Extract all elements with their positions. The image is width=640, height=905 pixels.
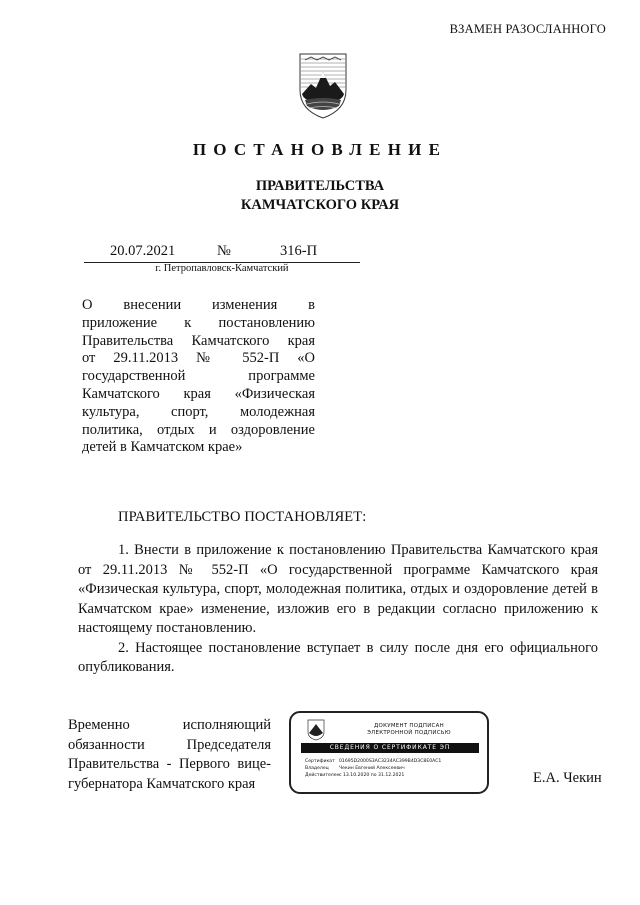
signer-name: Е.А. Чекин [533,770,602,786]
stamp-title-line: ДОКУМЕНТ ПОДПИСАН [374,723,444,729]
position-line: обязанности Председателя [68,736,271,753]
stamp-row-label: Сертификат [305,759,335,764]
issuing-authority [0,177,640,215]
subject-line: приложение к постановлению [82,314,315,331]
stamp-owner-row [305,766,405,772]
document-type-title: ПОСТАНОВЛЕНИЕ [192,140,448,159]
registration-line [84,243,360,263]
document-number: 316-П [280,243,318,259]
body-paragraph-2: 2. Настоящее постановление вступает в силу после дня его официального опубликования. [78,639,598,675]
subject-line: Камчатского края «Физическая [82,385,315,402]
stamp-row-value: с 13.10.2020 по 31.12.2021 [339,773,405,778]
kamchatka-emblem-icon [297,50,349,120]
document-status-mark: ВЗАМЕН РАЗОСЛАННОГО [449,22,606,36]
stamp-row-value: 01695D2000S3AC3234AC399B4D3C8E0AC1 [339,759,442,764]
stamp-title-line: ЭЛЕКТРОННОЙ ПОДПИСЬЮ [367,730,451,736]
body-paragraph-1: 1. Внести в приложение к постановлению Правительства Камчатского края от 29.11.2013 № 552-П «О государственной программе Камчатского края «Физическая культура, спорт, молодежная политика, отдых и оздоровление детей в Камчатском крае» изменение, изложив его в редакции согласно приложению к настоящему постановлению. [78,542,598,636]
document-date: 20.07.2021 [110,243,176,259]
stamp-title [339,723,479,737]
subject-line: политика, отдых и оздоровление [82,421,315,438]
stamp-row-value: Чекин Евгений Алексеевич [339,766,405,771]
stamp-validity-row [305,773,404,779]
subject-line: детей в Камчатском крае» [82,439,243,456]
position-line: губернатора Камчатского края [68,775,256,792]
electronic-signature-stamp [289,711,489,794]
stamp-certificate-header: СВЕДЕНИЯ О СЕРТИФИКАТЕ ЭП [301,743,479,753]
issuer-line: КАМЧАТСКОГО КРАЯ [240,197,400,213]
signatory-position [68,716,271,794]
subject-line: государственной программе [82,368,315,385]
position-line: Временно исполняющий [68,717,271,733]
issuer-line: ПРАВИТЕЛЬСТВА [255,178,385,194]
stamp-row-label: Владелец [305,766,329,771]
decree-phrase: ПРАВИТЕЛЬСТВО ПОСТАНОВЛЯЕТ: [118,509,367,525]
subject-line: культура, спорт, молодежная [82,403,315,420]
issue-place: г. Петропавловск-Камчатский [155,263,289,274]
position-line: Правительства - Первого вице- [68,756,271,772]
document-subject [82,297,315,457]
document-body [78,541,598,678]
subject-line: от 29.11.2013 № 552-П «О [82,350,315,367]
stamp-emblem-icon [307,719,325,741]
stamp-certificate-row [305,759,441,765]
document-number-label: № [217,243,231,259]
subject-line: О внесении изменения в [82,297,315,313]
subject-line: Правительства Камчатского края [82,332,315,349]
stamp-row-label: Действителен [305,773,340,778]
